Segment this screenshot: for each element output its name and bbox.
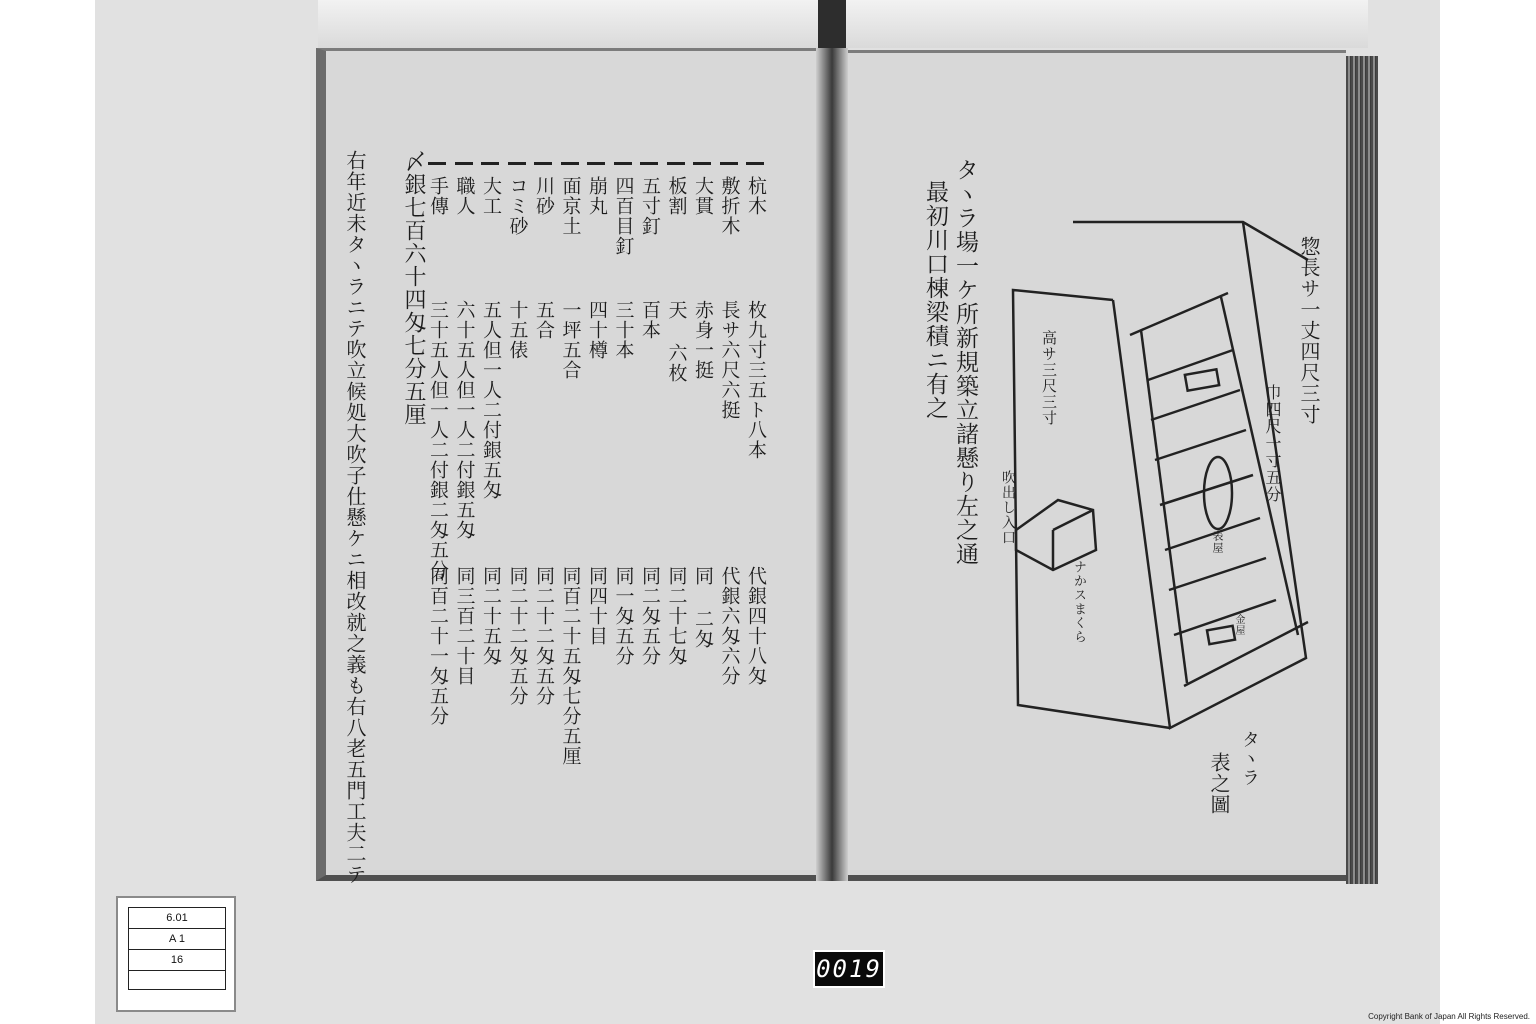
- caption-top: タヽラ: [1239, 730, 1260, 787]
- item-name: 手傳: [427, 176, 449, 216]
- item-quantity: 三十五人但一人二付銀二匁五分: [427, 300, 449, 580]
- item-cost: 同三百二十目: [453, 566, 476, 686]
- item-quantity: 赤身一挺: [692, 300, 714, 380]
- dimension-width: 巾四尺一寸五分: [1263, 384, 1282, 503]
- archive-label-row: 6.01: [129, 908, 225, 929]
- item-quantity: 三十本: [612, 300, 635, 360]
- closing-note: 右年近未タヽラニテ吹立候処大吹子仕懸ケニ相改就之義も右八老五門工夫二テ: [343, 150, 367, 885]
- item-name: コミ砂: [506, 176, 529, 236]
- item-cost: 同二十二匁五分: [533, 566, 555, 706]
- item-quantity: 四十樽: [586, 300, 608, 360]
- item-bullet: [693, 162, 711, 165]
- item-name: 大工: [480, 176, 502, 216]
- archive-label: [116, 896, 236, 1012]
- item-name: 五寸釘: [639, 176, 661, 236]
- item-bullet: [455, 162, 473, 165]
- dimension-height: 高サ三尺三寸: [1040, 330, 1058, 426]
- right-page-subtitle: 最初川口棟梁積ニ有之: [922, 180, 948, 420]
- upper-panel: [1185, 369, 1219, 390]
- item-cost: 同百二十一匁五分: [427, 566, 449, 726]
- book-spine: [818, 0, 846, 48]
- item-name: 面京土: [559, 176, 582, 236]
- item-cost: 同一匁五分: [612, 566, 635, 666]
- caption-bottom: 表之圖: [1207, 752, 1231, 815]
- item-bullet: [534, 162, 552, 165]
- right-page-title: タヽラ場一ケ所新規築立諸懸り左之通: [952, 158, 978, 566]
- item-quantity: 百本: [639, 300, 661, 340]
- item-quantity: 六十五人但一人二付銀五匁: [453, 300, 476, 540]
- item-name: 杭木: [745, 176, 767, 216]
- item-bullet: [587, 162, 605, 165]
- item-cost: 同二十二匁五分: [506, 566, 529, 706]
- item-name: 四百目釘: [612, 176, 635, 256]
- item-cost: 同二十七匁: [665, 566, 688, 666]
- item-cost: 同百二十五匁七分五厘: [559, 566, 582, 766]
- item-quantity: 十五俵: [506, 300, 529, 360]
- item-cost: 代銀四十八匁: [745, 566, 767, 686]
- nameplate: [1207, 626, 1235, 644]
- top-rail: [1130, 293, 1228, 335]
- item-cost: 代銀六匁六分: [718, 566, 741, 686]
- item-bullet: [561, 162, 579, 165]
- item-bullet: [720, 162, 738, 165]
- front-right-post: [1221, 297, 1298, 635]
- item-quantity: 天 六枚: [665, 300, 688, 383]
- copyright-notice: Copyright Bank of Japan All Rights Reserved.: [1368, 1012, 1530, 1021]
- item-name: 職人: [453, 176, 476, 216]
- item-quantity: 一坪五合: [559, 300, 582, 380]
- panel-label: 表屋: [1211, 530, 1224, 554]
- item-bullet: [508, 162, 526, 165]
- item-bullet: [667, 162, 685, 165]
- item-name: 大貫: [692, 176, 714, 216]
- item-cost: 同二十五匁: [480, 566, 502, 666]
- item-cost: 同二匁五分: [639, 566, 661, 666]
- item-quantity: 枚九寸三五ト八本: [745, 300, 767, 460]
- item-quantity: 五人但一人二付銀五匁: [480, 300, 502, 500]
- item-cost: 同四十目: [586, 566, 608, 646]
- item-name: 板割: [665, 176, 688, 216]
- item-name: 川砂: [533, 176, 555, 216]
- dimension-length: 惣長サ一丈四尺三寸: [1297, 236, 1321, 425]
- item-name: 崩丸: [586, 176, 608, 216]
- archive-label-row: 16: [129, 950, 225, 971]
- item-bullet: [428, 162, 446, 165]
- archive-label-row: A 1: [129, 929, 225, 950]
- box-label-opening: 吹出し入口: [1000, 470, 1016, 545]
- item-bullet: [614, 162, 632, 165]
- frame-number: 0019: [813, 950, 885, 988]
- item-cost: 同 二匁: [692, 566, 714, 649]
- bottom-rail: [1184, 622, 1308, 686]
- archive-label-row-empty: [129, 971, 225, 989]
- item-bullet: [640, 162, 658, 165]
- total-line: 〆銀七百六十四匁七分五厘: [401, 150, 426, 426]
- fore-edge: [1346, 56, 1378, 884]
- archive-label-table: [128, 907, 226, 990]
- front-left-post: [1141, 330, 1187, 683]
- box-label-below: ナかスまくら: [1071, 560, 1086, 644]
- item-name: 敷折木: [718, 176, 741, 236]
- item-bullet: [746, 162, 764, 165]
- item-quantity: 長サ六尺六挺: [718, 300, 741, 420]
- top-edge-line: [1073, 222, 1308, 260]
- tuyere-opening: [1204, 457, 1232, 529]
- item-quantity: 五合: [533, 300, 555, 340]
- item-bullet: [481, 162, 499, 165]
- book-gutter: [816, 48, 848, 881]
- nameplate-label: 金屋: [1233, 614, 1244, 636]
